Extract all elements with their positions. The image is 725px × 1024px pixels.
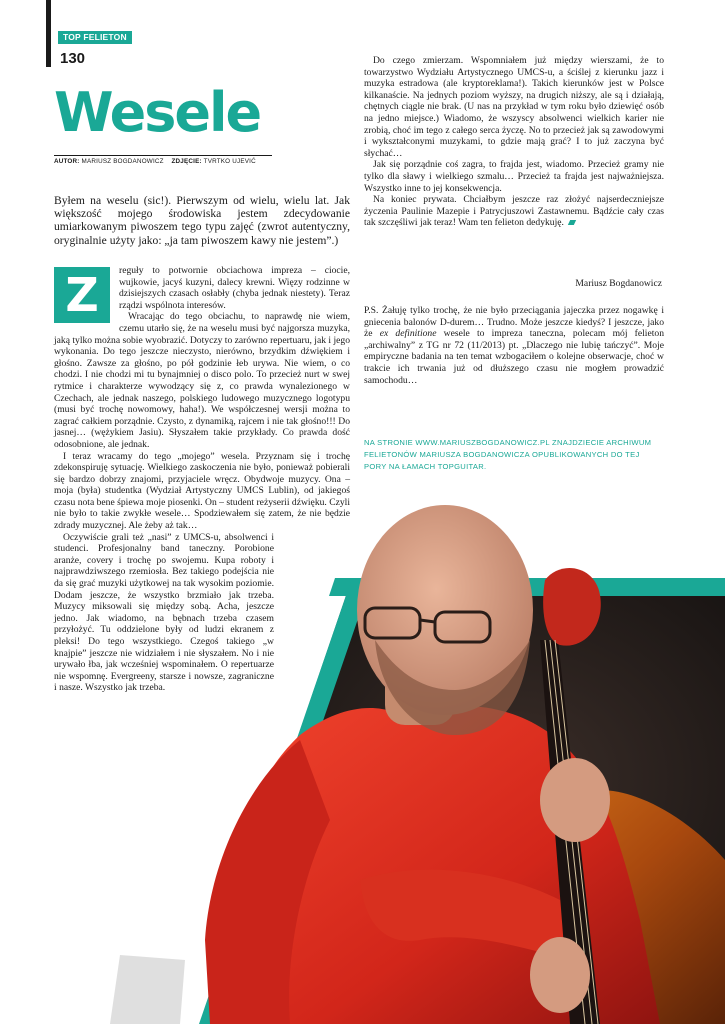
right-hand xyxy=(530,937,590,1013)
ps-emphasis: ex definitione xyxy=(379,328,437,340)
archive-note: NA STRONIE WWW.MARIUSZBOGDANOWICZ.PL ZNAJDZIECIE ARCHIWUM FELIETONÓW MARIUSZA BOGDANOWICZA OPUBLIKOWANYCH DO TEJ PORY NA ŁAMACH TOPGUITAR. xyxy=(364,438,652,471)
end-mark-icon xyxy=(568,220,576,225)
paragraph: Oczywiście grali też „nasi” z UMCS-u, absolwenci i studenci. Profesjonalny band taneczny. Porobione aranże, covery i trochę po swojemu. Kupa roboty i najprawdziwszego rzemiosła. Bez takiego podejścia nie da się grać muzyki użytkowej na tak wysokim poziomie. Dodam jeszcze, że wszystko brzmiało jak trzeba. Muzycy miksowali się między sobą. Acha, jeszcze jedno. Jak wiadomo, na bębnach trzeba czasem przyłożyć. Tu oddzielone były od ludzi ekranem z pleksi! Do tego wszystkiego. Czegoś takiego „w knajpie” jeszcze nie widziałem i nie słyszałem. No i nie urywało łba, jak wcześniej wspominałem. O repertuarze nie wspomnę. Evergreeny, starsze i nowsze, zagraniczne i nasze. Wszystko jak trzeba. xyxy=(54,531,274,694)
paragraph: reguły to potwornie obciachowa impreza – ciocie, wujkowie, jacyś kuzyni, dalecy krewni. Więzy rodzinne w dzisiejszych czasach osłabły (chyba jednak niestety). Teraz rządzi wspólnota interesów. xyxy=(119,265,350,311)
lead-text: Byłem na weselu (sic!). Pierwszym od wielu, wielu lat. Jak większość mojego środowiska jestem zdecydowanie umiarkowanym piwoszem tego typu zajęć (zwrot autentyczny, oryginalnie użyty jako: „ja tam piwoszem kawy nie jestem”.) xyxy=(54,194,350,247)
ps-part-2: wesele to impreza taneczna, polecam mój felieton „archiwalny” z TG nr 72 (11/2013) pt. „Dlaczego nie lubię tańczyć”. Moje empiryczne badania na ten temat wzbogaciłem o kolejne obserwacje, choć w trakcie ich trwania już od dłuższego czasu nie mogłem prowadzić samochodu… xyxy=(364,328,664,386)
drop-cap: Z xyxy=(54,267,110,323)
author-name: MARIUSZ BOGDANOWICZ xyxy=(81,158,164,165)
paragraph: Jak się porządnie coś zagra, to frajda jest, wiadomo. Przecież gramy nie tylko dla sławy i wielkiego szmalu… Przecież ta frajda jest najważniejsza. Wszystko inne to jej konsekwencja. xyxy=(364,159,664,194)
article-column-2 xyxy=(364,55,664,229)
page-number: 130 xyxy=(60,50,86,67)
postscript xyxy=(364,305,664,386)
paragraph-text: Na koniec prywata. Chciałbym jeszcze raz złożyć najserdeczniejsze życzenia Paulinie Mazepie i Patrycjuszowi Zastawnemu. Bądźcie cały czas tak szczęśliwi jak teraz! Wam ten felieton dedykuję. xyxy=(364,194,664,229)
photographer-name: TVRTKO UJEVIĆ xyxy=(203,158,256,165)
music-stand-sheet xyxy=(110,955,185,1024)
left-hand xyxy=(540,758,610,842)
postscript-text xyxy=(364,305,664,386)
ps-part-1: P.S. Żałuję tylko trochę, że nie było przeciągania jajeczka przez nogawkę i gniecenia balonów D-durem… Trudno. Może jeszcze kiedyś? I jeszcze, jako że xyxy=(364,305,664,340)
author-signature: Mariusz Bogdanowicz xyxy=(575,278,662,289)
paragraph: Do czego zmierzam. Wspomniałem już między wierszami, że to towarzystwo Wydziału Artystycznego UMCS-u, a ściślej z kierunku jazz i muzyka estradowa (ale kryptoreklama!). Takich kierunków jest w Polsce kilkanaście. Na jednych poziom wyższy, na drugich niższy, ale są i działają, chętnych ciągle nie brak. (U nas na przykład w tym roku było dziewięć osób na jedno miejsce.) Wiadomo, że wszyscy absolwenci wielkich karier nie zrobią, choć im tego z całego serca życzę. No to przecież jak są zawodowymi i wykształconymi muzykami, to gdzie mają grać? I to już zaczyna być słychać… xyxy=(364,55,664,159)
section-tag: TOP FELIETON xyxy=(58,31,132,44)
paragraph: Wracając do tego obciachu, to naprawdę nie wiem, czemu utarło się, że na weselu musi być najgorsza muzyka, jaką tylko można sobie wyobrazić. Dotyczy to zarówno repertuaru, jak i jego wykonania. Do tego jeszcze nieczysto, nierówno, brzydkim dźwiękiem i głośno. Zawsze za głośno, po pół godzinie łeb urywa. Nie wiem, o co chodzi. I nie chodzi mi tu bynajmniej o disco polo. To przecież nurt w swej rytmice i charakterze wywodzący się z, co prawda wynalezionego w Czechach, ale jednak naszego, polskiego ludowego muzycznego logotypu (musi być trochę nowomowy, haha!). We współczesnej wersji można to zagrać całkiem porządnie. Czysto, z dynamiką, rajcem i nie tak głośno!!! Do jasnej… (wężykiem Jasiu). Słyszałem takie przykłady. Co prawda dość odosobnione, ale jednak. xyxy=(54,311,350,450)
paragraph xyxy=(364,194,664,229)
paragraph: I teraz wracamy do tego „mojego” wesela. Przyznam się i trochę zdekonspiruję sytuację. Wielkiego zaskoczenia nie było, ponieważ pobierali się bardzo dobrzy znajomi, przyjaciele wręcz. Obydwoje muzycy. Ona – moja (była) studentka (Wydział Artystyczny UMCS Lublin), od jakiegoś czasu nota bene śpiewa moje piosenki. On – student reżyserii dźwięku. Czyli nie było to takie zwykłe wesele… Spodziewałem się zatem, że nie będzie zdrady muzycznej. Ale żeby aż tak… xyxy=(54,450,350,532)
article-column-1 xyxy=(54,265,350,694)
photo-label: ZDJĘCIE: xyxy=(171,158,202,165)
article-title: Wesele xyxy=(54,81,261,144)
author-label: AUTOR: xyxy=(54,158,80,165)
